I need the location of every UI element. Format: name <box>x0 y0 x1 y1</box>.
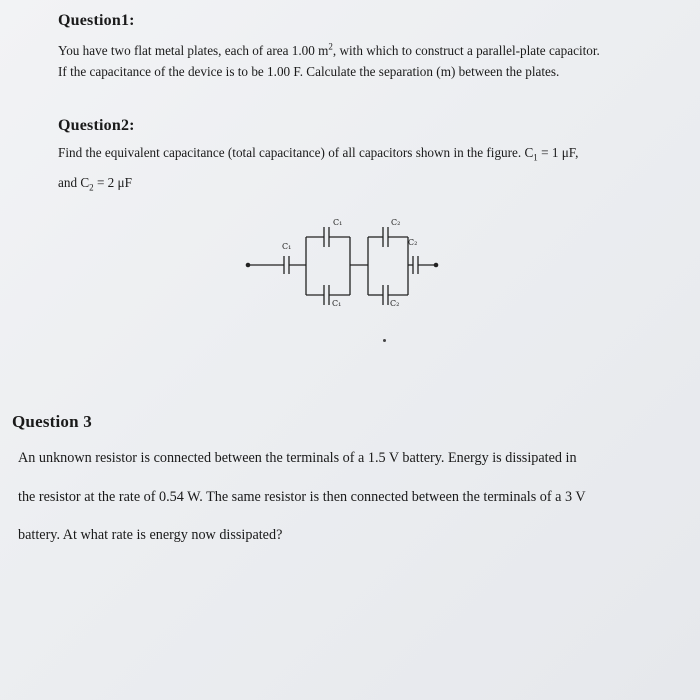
capacitor-bottom-right-c2 <box>383 285 388 305</box>
question3-line1: An unknown resistor is connected between the terminals of a 1.5 V battery. Energy is dissipated in <box>18 450 577 466</box>
question3-line2: the resistor at the rate of 0.54 W. The same resistor is then connected between the terminals of a 3 V <box>18 489 586 505</box>
label-bottom-right-cap: C₂ <box>390 299 400 308</box>
label-top-right-cap: C₂ <box>391 218 401 227</box>
capacitor-bottom-left-c1 <box>324 285 329 305</box>
question3-heading: Question 3 <box>12 412 92 431</box>
question1-heading: Question1: <box>58 12 135 29</box>
label-top-left-cap: C₁ <box>333 218 343 227</box>
question3-line3: battery. At what rate is energy now dissipated? <box>18 527 283 543</box>
right-terminal <box>434 263 439 268</box>
capacitor-circuit-diagram <box>240 205 450 315</box>
capacitor-left-c1 <box>284 256 289 274</box>
label-bottom-left-cap: C₁ <box>332 299 342 308</box>
capacitor-top-right-c2 <box>383 227 388 247</box>
capacitor-right-c2 <box>413 256 418 274</box>
question2-heading: Question2: <box>58 117 135 134</box>
question1-line2: If the capacitance of the device is to be 1.00 F. Calculate the separation (m) between the plates. <box>58 64 560 79</box>
stray-mark <box>383 339 386 342</box>
question1-line1: You have two flat metal plates, each of area 1.00 $m^2$, with which to construct a parallel-plate capacitor. <box>58 41 600 58</box>
capacitor-top-left-c1 <box>324 227 329 247</box>
question2-line1: Find the equivalent capacitance (total capacitance) of all capacitors shown in the figure. $C_1 = 1$ μF, <box>58 145 579 163</box>
question2-line2: and $C_2 = 2$ μF <box>58 175 132 193</box>
label-right-cap: C₂ <box>408 238 418 247</box>
label-left-cap: C₁ <box>282 242 292 251</box>
